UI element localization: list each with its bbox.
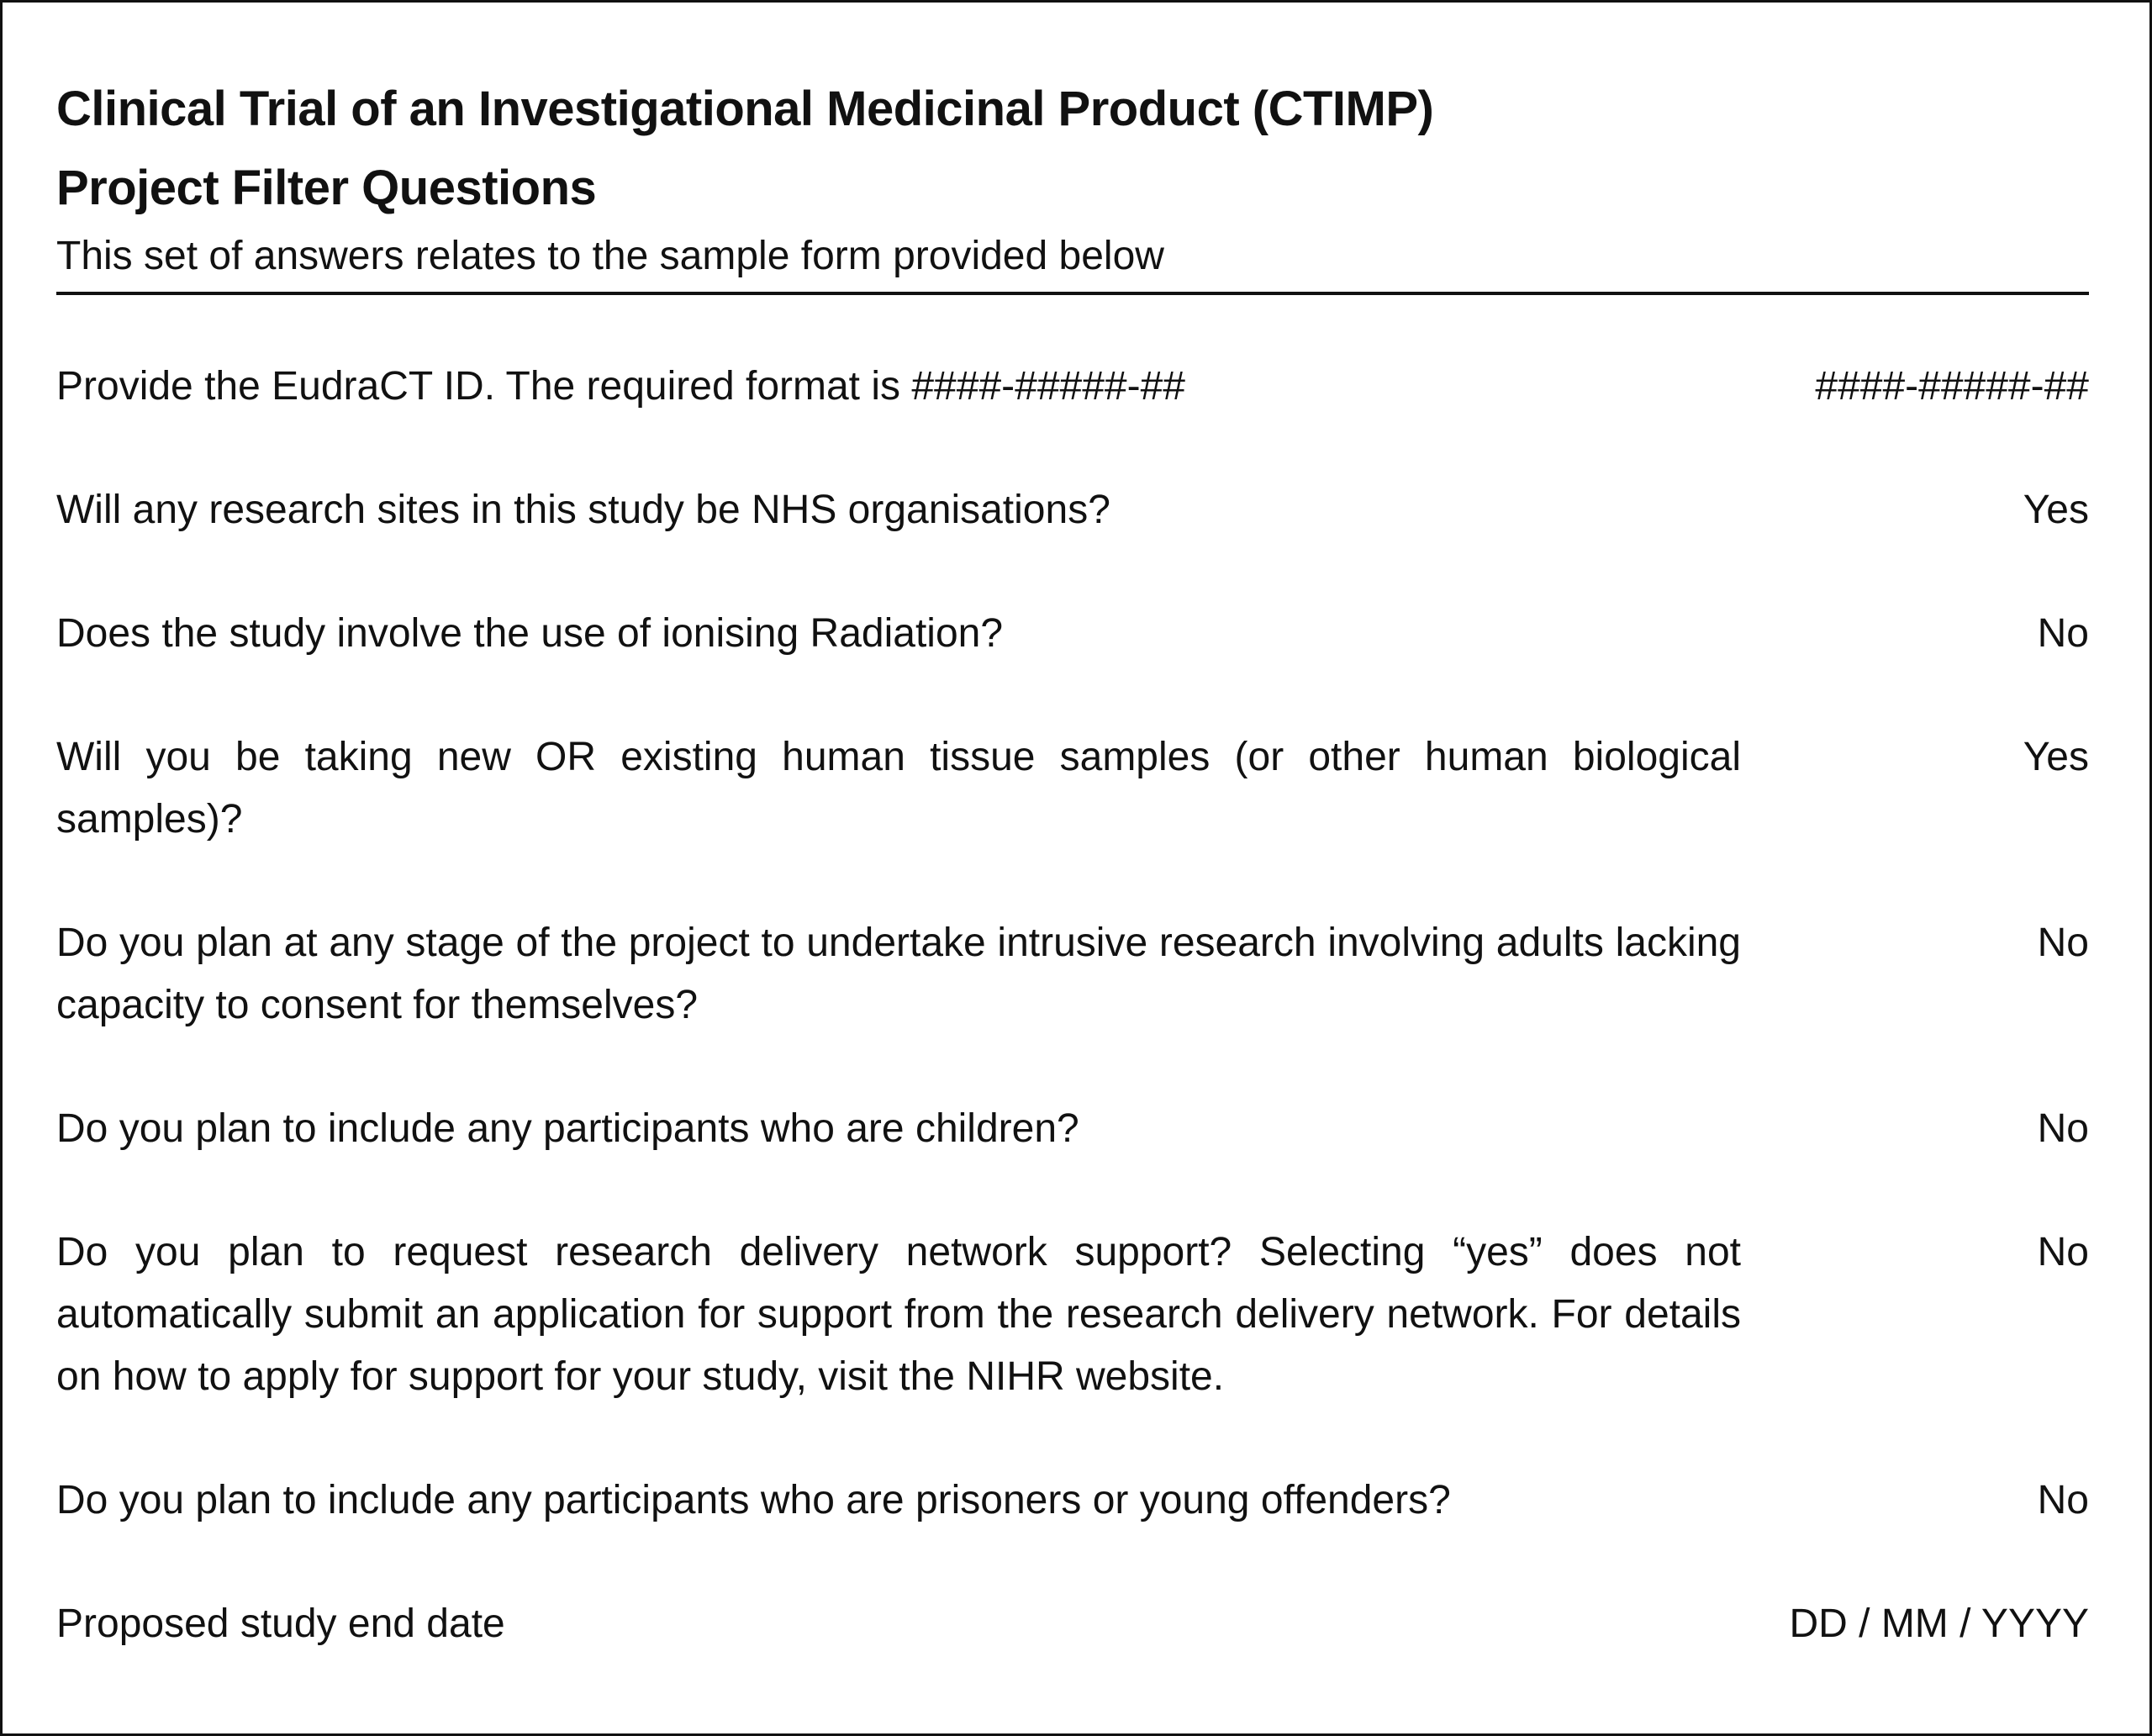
question-text: Do you plan to include any participants who are prisoners or young offenders? — [56, 1478, 1451, 1522]
answer-value: No — [2037, 611, 2089, 656]
answer-value: Yes — [2023, 735, 2089, 779]
answer-value: No — [2037, 1106, 2089, 1151]
question-text: Do you plan at any stage of the project to undertake intrusive research involving adults lacking capacity to consent for themselves? — [56, 921, 1741, 1027]
answer-value: DD / MM / YYYY — [1789, 1601, 2089, 1646]
answer-value: ####-#####-## — [1815, 364, 2089, 409]
question-text: Does the study involve the use of ionising Radiation? — [56, 611, 1004, 656]
question-row — [56, 1593, 2089, 1655]
answer-value: Yes — [2023, 488, 2089, 532]
question-row — [56, 479, 2089, 541]
question-row — [56, 1098, 2089, 1160]
form-subtitle: This set of answers relates to the sample form provided below — [56, 234, 1164, 278]
question-text: Will you be taking new OR existing human tissue samples (or other human biological samples)? — [56, 735, 1741, 842]
question-text: Provide the EudraCT ID. The required format is ####-#####-## — [56, 364, 1185, 409]
answer-value: No — [2037, 1230, 2089, 1274]
question-text: Will any research sites in this study be NHS organisations? — [56, 488, 1110, 532]
question-text: Do you plan to include any participants who are children? — [56, 1106, 1079, 1151]
question-row — [56, 356, 2089, 418]
question-row — [56, 726, 2089, 851]
form-content — [56, 70, 2089, 1655]
form-title-line1: Clinical Trial of an Investigational Medicinal Product (CTIMP) — [56, 82, 1434, 136]
form-header — [56, 70, 2089, 295]
question-row — [56, 603, 2089, 665]
answer-value: No — [2037, 921, 2089, 965]
question-text: Proposed study end date — [56, 1601, 505, 1646]
question-row — [56, 1222, 2089, 1408]
question-row — [56, 1470, 2089, 1532]
question-list — [56, 356, 2089, 1655]
header-divider — [56, 292, 2089, 295]
answer-value: No — [2037, 1478, 2089, 1522]
form-title-line2: Project Filter Questions — [56, 161, 597, 215]
question-row — [56, 912, 2089, 1037]
question-text: Do you plan to request research delivery network support? Selecting “yes” does not automatically submit an application for support from the research delivery network. For details on how to apply for support for your study, visit the NIHR website. — [56, 1230, 1741, 1399]
